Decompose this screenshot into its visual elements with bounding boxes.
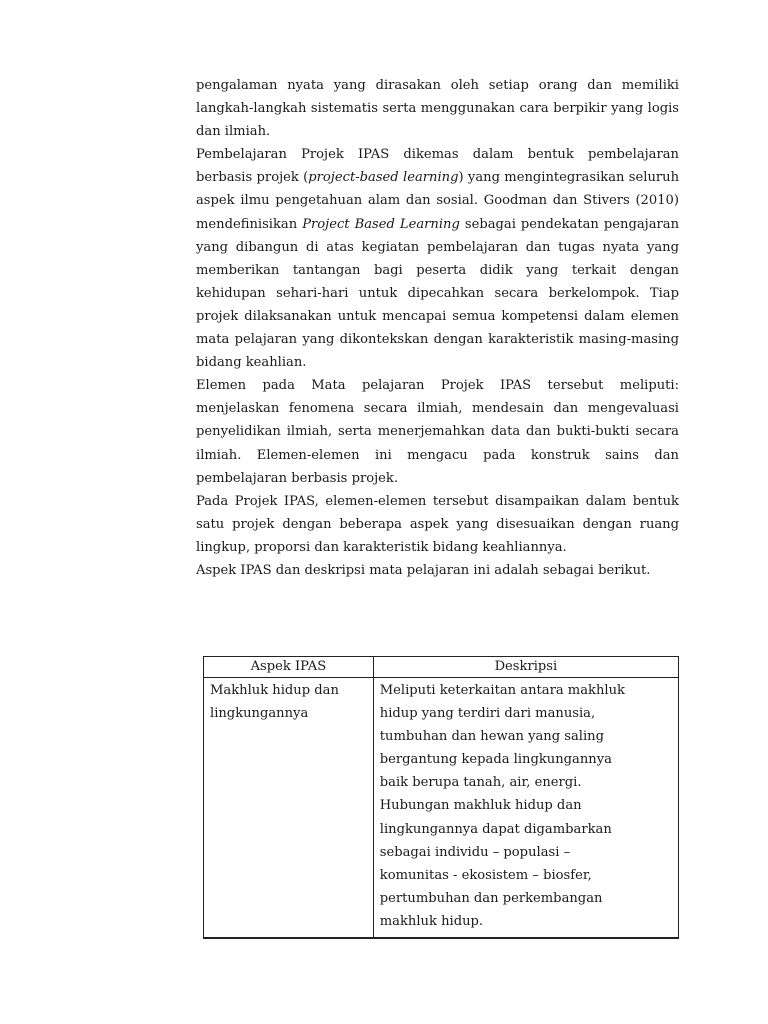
deskripsi-line: sebagai individu – populasi – — [379, 844, 571, 860]
deskripsi-line: pertumbuhan dan perkembangan — [379, 890, 603, 906]
aspek-line: lingkungannya — [210, 706, 309, 722]
table-cell-aspek — [204, 678, 374, 939]
paragraph-2 — [196, 143, 679, 374]
paragraph-2-text-c: sebagai pendekatan pengajaran yang dibangun di atas kegiatan pembelajaran dan tugas nyata yang memberikan tantangan bagi peserta didik yang terkait dengan kehidupan sehari-hari untuk dipecahkan secara berkelompok. Tiap projek dilaksanakan untuk mencapai semua kompetensi dalam elemen mata pelajaran yang dikontekskan dengan karakteristik masing-masing bidang keahlian. — [196, 216, 680, 371]
deskripsi-line: Meliputi keterkaitan antara makhluk — [379, 683, 625, 698]
aspek-line: Makhluk hidup dan — [210, 683, 339, 698]
document-body — [196, 74, 679, 582]
deskripsi-line: Hubungan makhluk hidup dan — [379, 798, 582, 814]
paragraph-3: Elemen pada Mata pelajaran Projek IPAS tersebut meliputi: menjelaskan fenomena secara ilmiah, mendesain dan mengevaluasi penyelidikan ilmiah, serta menerjemahkan data dan bukti-bukti secara ilmiah. Elemen-elemen ini mengacu pada konstruk sains dan pembelajaran berbasis projek. — [196, 378, 679, 486]
deskripsi-line: lingkungannya dapat digambarkan — [379, 821, 612, 837]
paragraph-5: Aspek IPAS dan deskripsi mata pelajaran ini adalah sebagai berikut. — [196, 562, 651, 578]
paragraph-2-italic-b: Project Based Learning — [302, 216, 460, 232]
table-header-row — [204, 657, 679, 678]
deskripsi-line: bergantung kepada lingkungannya — [379, 752, 612, 768]
ipas-table — [203, 656, 679, 939]
table-header-aspek: Aspek IPAS — [204, 657, 374, 678]
paragraph-1: pengalaman nyata yang dirasakan oleh setiap orang dan memiliki langkah-langkah sistematis serta menggunakan cara berpikir yang logis dan ilmiah. — [196, 78, 679, 140]
deskripsi-line: makhluk hidup. — [379, 913, 484, 929]
paragraph-2-italic-a: project-based learning — [308, 170, 459, 186]
deskripsi-line: tumbuhan dan hewan yang saling — [379, 729, 604, 745]
deskripsi-line: komunitas - ekosistem – biosfer, — [379, 867, 592, 883]
table-row — [204, 678, 679, 939]
deskripsi-line: baik berupa tanah, air, energi. — [379, 775, 582, 791]
paragraph-4: Pada Projek IPAS, elemen-elemen tersebut disampaikan dalam bentuk satu projek dengan beberapa aspek yang disesuaikan dengan ruang lingkup, proporsi dan karakteristik bidang keahliannya. — [196, 493, 679, 555]
paragraph-2-text-a: Pembelajaran Projek IPAS dikemas dalam bentuk pembelajaran berbasis projek ( — [196, 147, 679, 186]
table-cell-deskripsi — [373, 678, 678, 939]
deskripsi-line: hidup yang terdiri dari manusia, — [379, 706, 596, 722]
paragraph-2-text-b: ) yang mengintegrasikan seluruh aspek ilmu pengetahuan alam dan sosial. Goodman dan Stivers (2010) mendefinisikan — [196, 170, 679, 232]
table-header-deskripsi: Deskripsi — [373, 657, 678, 678]
